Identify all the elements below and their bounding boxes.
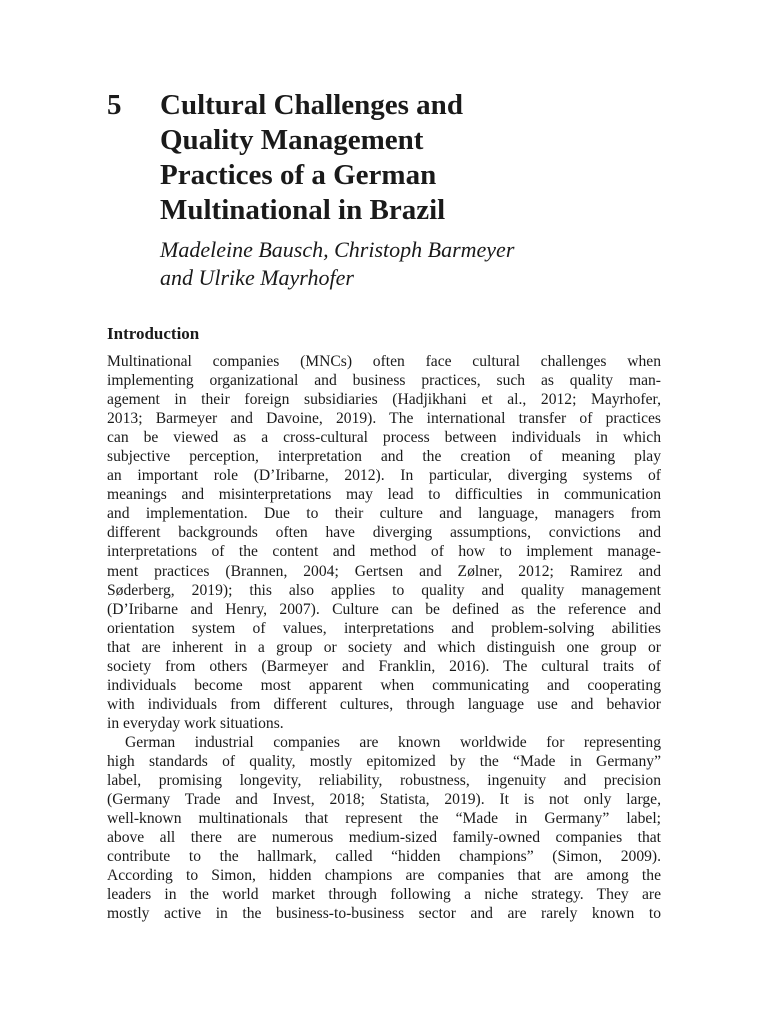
text-line: interpretations of the content and method of how to implement manage-	[107, 543, 661, 561]
text-line: 2013; Barmeyer and Davoine, 2019). The international transfer of practices	[107, 410, 661, 428]
text-line: contribute to the hallmark, called “hidden champions” (Simon, 2009).	[107, 848, 661, 866]
text-line: Søderberg, 2019); this also applies to quality and quality management	[107, 581, 661, 599]
chapter-title	[160, 88, 660, 228]
text-line: well-known multinationals that represent the “Made in Germany” label;	[107, 810, 661, 828]
paragraph	[107, 352, 661, 733]
text-line: According to Simon, hidden champions are companies that are among the	[107, 867, 661, 885]
text-line: label, promising longevity, reliability, robustness, ingenuity and precision	[107, 772, 661, 790]
text-line: with individuals from different cultures, through language use and behavior	[107, 695, 661, 713]
text-line: above all there are numerous medium-sized family-owned companies that	[107, 829, 661, 847]
author-line: and Ulrike Mayrhofer	[160, 265, 354, 290]
text-line: orientation system of values, interpretations and problem-solving abilities	[107, 619, 661, 637]
text-line: an important role (D’Iribarne, 2012). In particular, diverging systems of	[107, 467, 661, 485]
text-line: meanings and misinterpretations may lead to difficulties in communication	[107, 486, 661, 504]
text-line: subjective perception, interpretation and the creation of meaning play	[107, 448, 661, 466]
chapter-title-line: Quality Management	[160, 124, 424, 156]
chapter-authors	[160, 236, 660, 292]
paragraph	[107, 733, 661, 923]
text-line: Multinational companies (MNCs) often face cultural challenges when	[107, 353, 661, 370]
chapter-number: 5	[107, 89, 122, 121]
text-line: agement in their foreign subsidiaries (Hadjikhani et al., 2012; Mayrhofer,	[107, 391, 661, 409]
chapter-title-line: Multinational in Brazil	[160, 194, 446, 226]
text-line: mostly active in the business-to-business sector and are rarely known to	[107, 905, 661, 923]
text-line: high standards of quality, mostly epitomized by the “Made in Germany”	[107, 752, 661, 770]
text-line: society from others (Barmeyer and Franklin, 2016). The cultural traits of	[107, 657, 661, 675]
text-line: that are inherent in a group or society and which distinguish one group or	[107, 638, 661, 656]
text-line: and implementation. Due to their culture and language, managers from	[107, 505, 661, 523]
body-text	[107, 352, 661, 923]
text-line: ment practices (Brannen, 2004; Gertsen and Zølner, 2012; Ramirez and	[107, 562, 661, 580]
section-heading: Introduction	[107, 324, 200, 343]
author-line: Madeleine Bausch, Christoph Barmeyer	[160, 237, 515, 262]
chapter-title-line: Cultural Challenges and	[160, 89, 463, 121]
text-line: implementing organizational and business practices, such as quality man-	[107, 372, 661, 390]
text-line: German industrial companies are known worldwide for representing	[125, 733, 661, 751]
text-line: (Germany Trade and Invest, 2018; Statista, 2019). It is not only large,	[107, 791, 661, 809]
text-line: different backgrounds often have diverging assumptions, convictions and	[107, 524, 661, 542]
chapter-title-line: Practices of a German	[160, 159, 437, 191]
text-line: individuals become most apparent when communicating and cooperating	[107, 676, 661, 694]
text-line: in everyday work situations.	[107, 714, 284, 732]
text-line: can be viewed as a cross-cultural process between individuals in which	[107, 429, 661, 447]
text-line: leaders in the world market through following a niche strategy. They are	[107, 886, 661, 904]
text-line: (D’Iribarne and Henry, 2007). Culture can be defined as the reference and	[107, 600, 661, 618]
